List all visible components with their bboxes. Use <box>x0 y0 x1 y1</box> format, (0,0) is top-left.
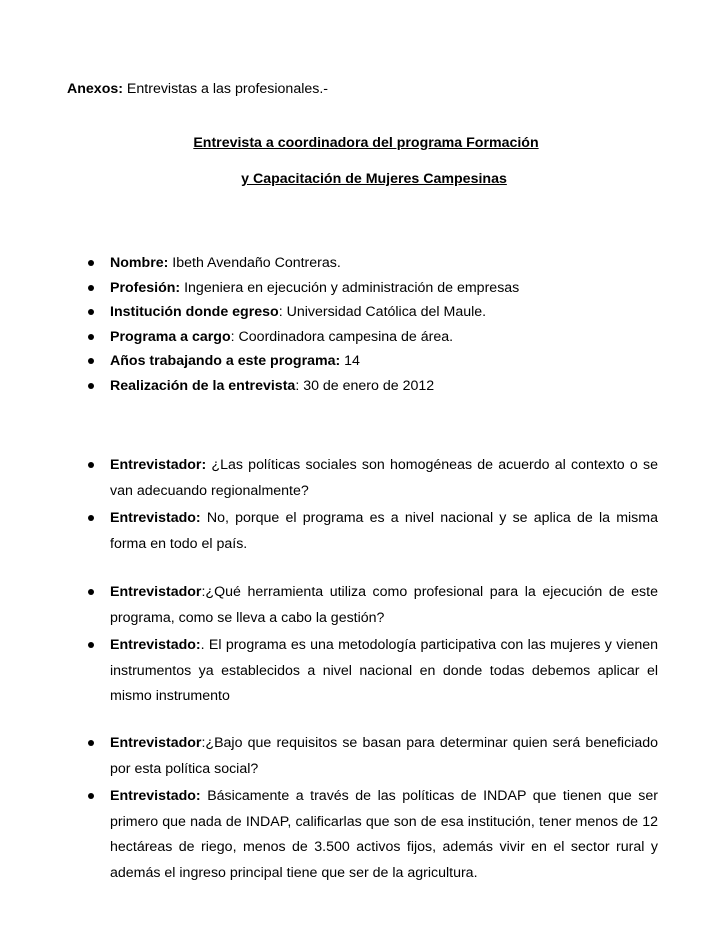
speaker-label: Entrevistado: <box>110 510 201 526</box>
paragraph-text: :¿Bajo que requisitos se basan para determinar quien será beneficiado por esta política social? <box>110 735 658 777</box>
info-label: Años trabajando a este programa: <box>110 353 341 369</box>
info-value: 14 <box>340 353 360 369</box>
bullet-icon <box>87 357 95 365</box>
bullet-icon <box>87 382 95 390</box>
info-value: : 30 de enero de 2012 <box>295 377 435 394</box>
bullet-icon <box>87 740 95 748</box>
answer-paragraph <box>110 633 658 710</box>
info-item-programa <box>0 328 519 353</box>
info-item-anos <box>0 352 519 377</box>
paragraph-text: . El programa es una metodología participativa con las mujeres y vienen instrumentos ya establecidos a nivel nacional en donde todas debemos aplicar el mismo instrumento <box>110 637 658 704</box>
speaker-label: Entrevistado: <box>110 788 201 804</box>
interviewee-info-list <box>0 254 519 401</box>
speaker-label: Entrevistador: <box>110 457 207 473</box>
info-item-realizacion <box>0 377 519 402</box>
paragraph-text: ¿Las políticas sociales son homogéneas de acuerdo al contexto o se van adecuando regionalmente? <box>110 457 658 499</box>
info-value: : Coordinadora campesina de área. <box>230 328 454 345</box>
info-label: Programa a cargo <box>110 328 231 345</box>
bullet-icon <box>87 515 95 523</box>
bullet-icon <box>87 284 95 292</box>
info-label: Realización de la entrevista <box>110 377 296 394</box>
info-item-institucion <box>0 303 519 328</box>
speaker-label: Entrevistado: <box>110 637 201 653</box>
paragraph-text: :¿Qué herramienta utiliza como profesional para la ejecución de este programa, como se lleva a cabo la gestión? <box>110 584 658 626</box>
speaker-label: Entrevistador <box>110 735 202 751</box>
bullet-icon <box>87 308 95 316</box>
question-paragraph <box>110 731 658 782</box>
info-value: Ingeniera en ejecución y administración de empresas <box>180 279 520 296</box>
speaker-label: Entrevistador <box>110 584 202 600</box>
paragraph-text: No, porque el programa es a nivel nacional y se aplica de la misma forma en todo el país. <box>110 510 658 552</box>
info-value: Ibeth Avendaño Contreras. <box>168 255 341 271</box>
answer-paragraph <box>110 784 658 886</box>
question-paragraph <box>110 453 658 504</box>
info-item-nombre <box>0 254 519 279</box>
qa-block-1 <box>110 453 658 557</box>
annex-text: Entrevistas a las profesionales.- <box>122 81 329 97</box>
info-label: Profesión: <box>110 279 181 296</box>
info-item-profesion <box>0 279 519 304</box>
annex-heading <box>67 80 328 98</box>
bullet-icon <box>87 793 95 801</box>
bullet-icon <box>87 259 95 267</box>
bullet-icon <box>87 333 95 341</box>
info-label: Nombre: <box>110 255 169 271</box>
info-label: Institución donde egreso <box>110 304 279 320</box>
qa-block-2 <box>110 580 658 710</box>
bullet-icon <box>87 642 95 650</box>
answer-paragraph <box>110 506 658 557</box>
qa-block-3 <box>110 731 658 886</box>
info-value: : Universidad Católica del Maule. <box>278 304 487 320</box>
annex-label: Anexos: <box>67 81 123 97</box>
interview-title-line-2: y Capacitación de Mujeres Campesinas <box>241 171 507 187</box>
question-paragraph <box>110 580 658 631</box>
bullet-icon <box>87 462 95 470</box>
interview-title-line-1: Entrevista a coordinadora del programa Formación <box>193 135 539 151</box>
paragraph-text: Básicamente a través de las políticas de INDAP que tienen que ser primero que nada de INDAP, calificarlas que son de esa institución, tener menos de 12 hectáreas de riego, menos de 3.500 activos fijos, además vivir en el sector rural y además el ingreso principal tiene que ser de la agricultura. <box>110 788 658 881</box>
bullet-icon <box>87 589 95 597</box>
